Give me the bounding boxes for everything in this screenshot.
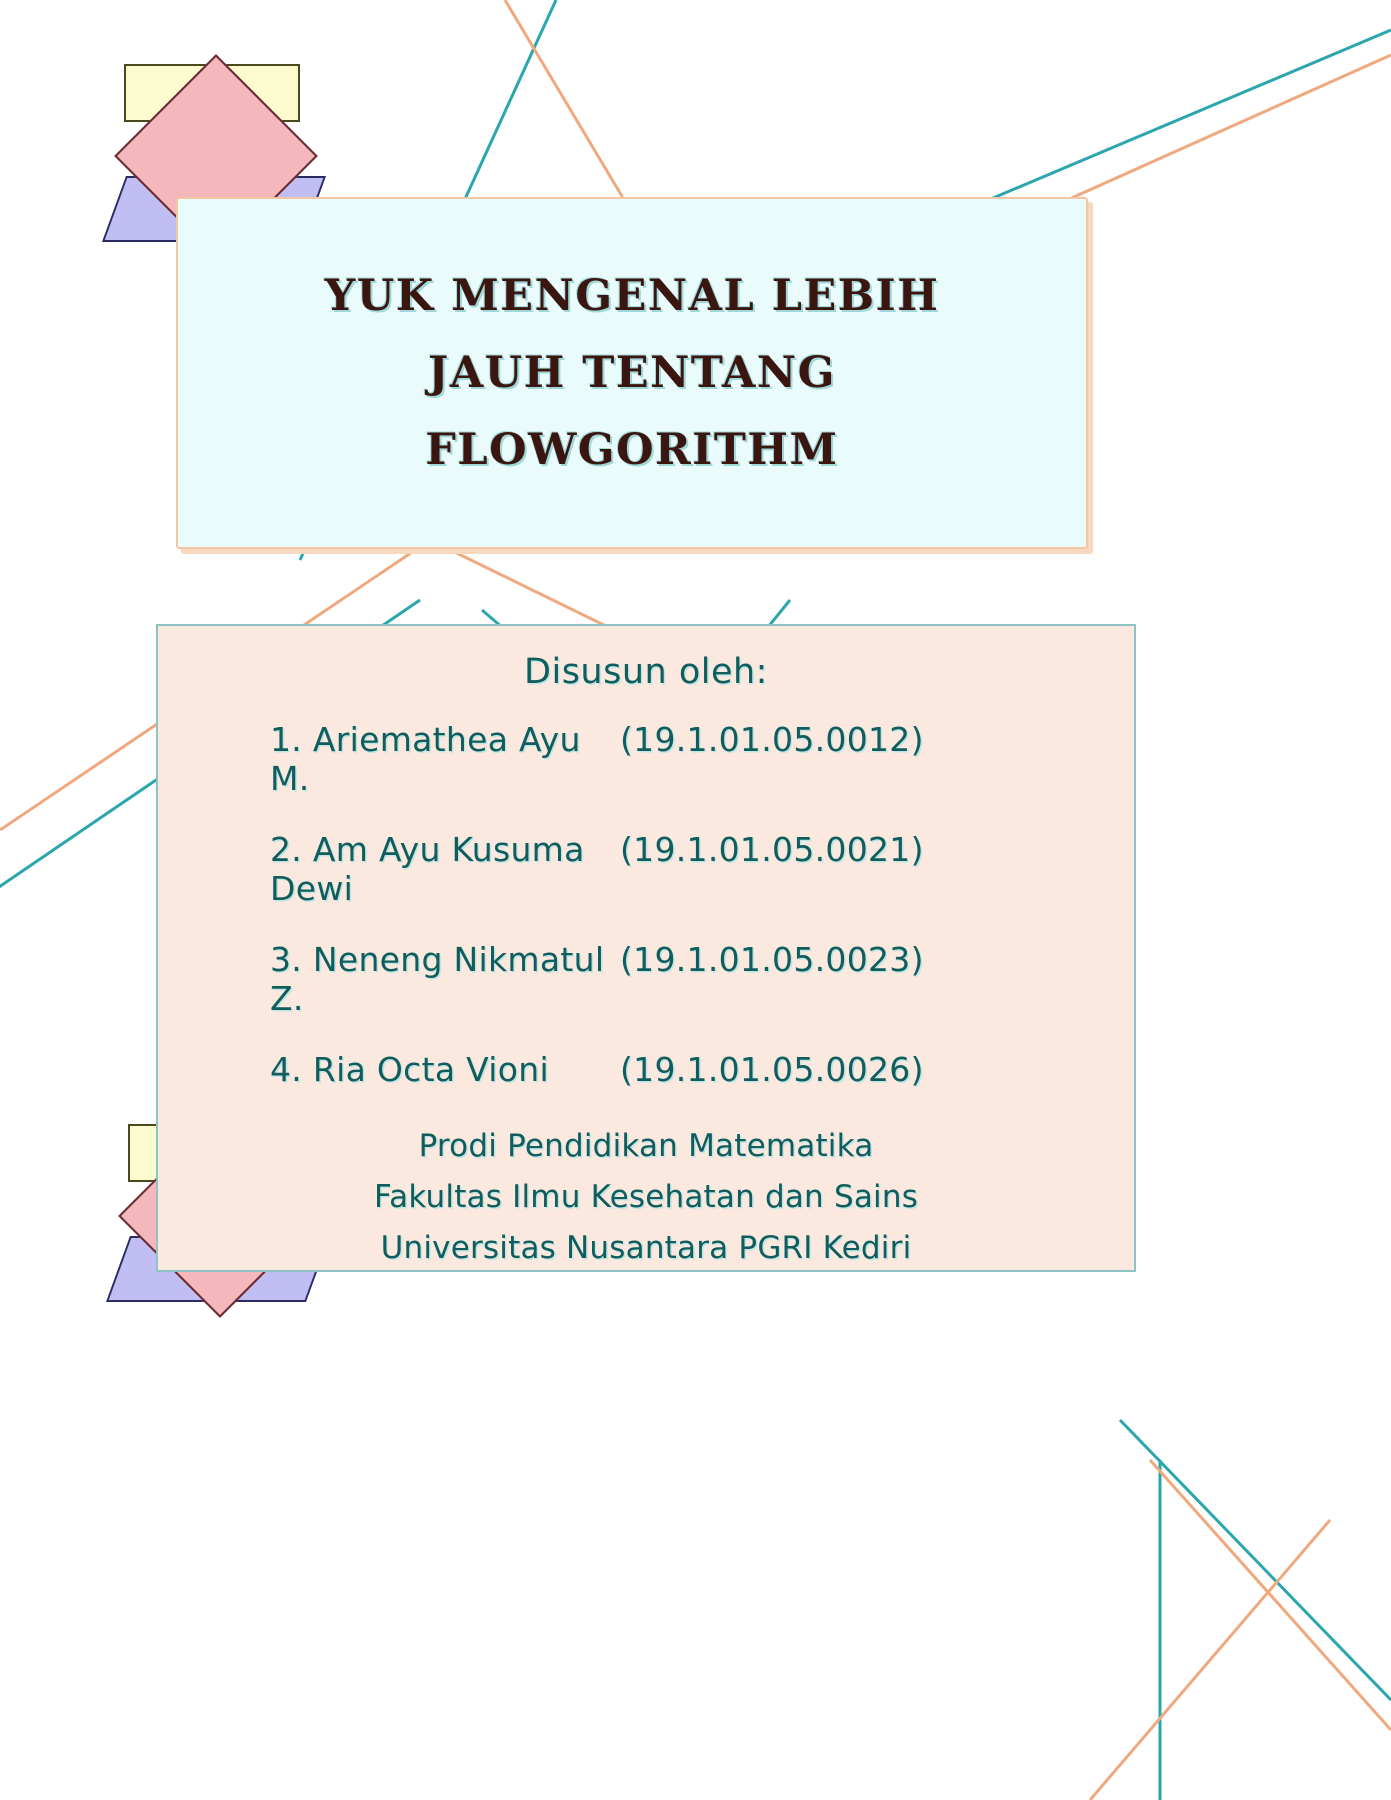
- list-item: [158, 830, 1134, 908]
- affiliation-line-1: Prodi Pendidikan Matematika: [418, 1128, 874, 1164]
- title-line-3: FLOWGORITHM: [425, 424, 839, 475]
- list-item: [158, 1050, 1134, 1089]
- affiliation-line-3: Universitas Nusantara PGRI Kediri: [380, 1230, 912, 1267]
- affiliation-line-2: Fakultas Ilmu Kesehatan dan Sains: [373, 1179, 919, 1216]
- list-item: [158, 940, 1134, 1018]
- authors-card: [156, 624, 1136, 1272]
- author-name: 4. Ria Octa Vioni: [270, 1050, 549, 1089]
- affiliation-block: [158, 1121, 1134, 1274]
- author-name: 3. Neneng Nikmatul Z.: [270, 940, 605, 1018]
- list-item: [158, 720, 1134, 798]
- author-nim: (19.1.01.05.0026): [620, 1050, 924, 1089]
- author-nim: (19.1.01.05.0012): [620, 720, 924, 759]
- author-name: 2. Am Ayu Kusuma Dewi: [270, 830, 585, 908]
- author-nim: (19.1.01.05.0023): [620, 940, 924, 979]
- author-name: 1. Ariemathea Ayu M.: [270, 720, 581, 798]
- author-nim: (19.1.01.05.0021): [620, 830, 924, 869]
- title-card: [176, 197, 1088, 549]
- title-line-2: JAUH TENTANG: [428, 347, 836, 398]
- title-line-1: YUK MENGENAL LEBIH: [324, 270, 940, 321]
- authors-heading: Disusun oleh:: [524, 652, 768, 692]
